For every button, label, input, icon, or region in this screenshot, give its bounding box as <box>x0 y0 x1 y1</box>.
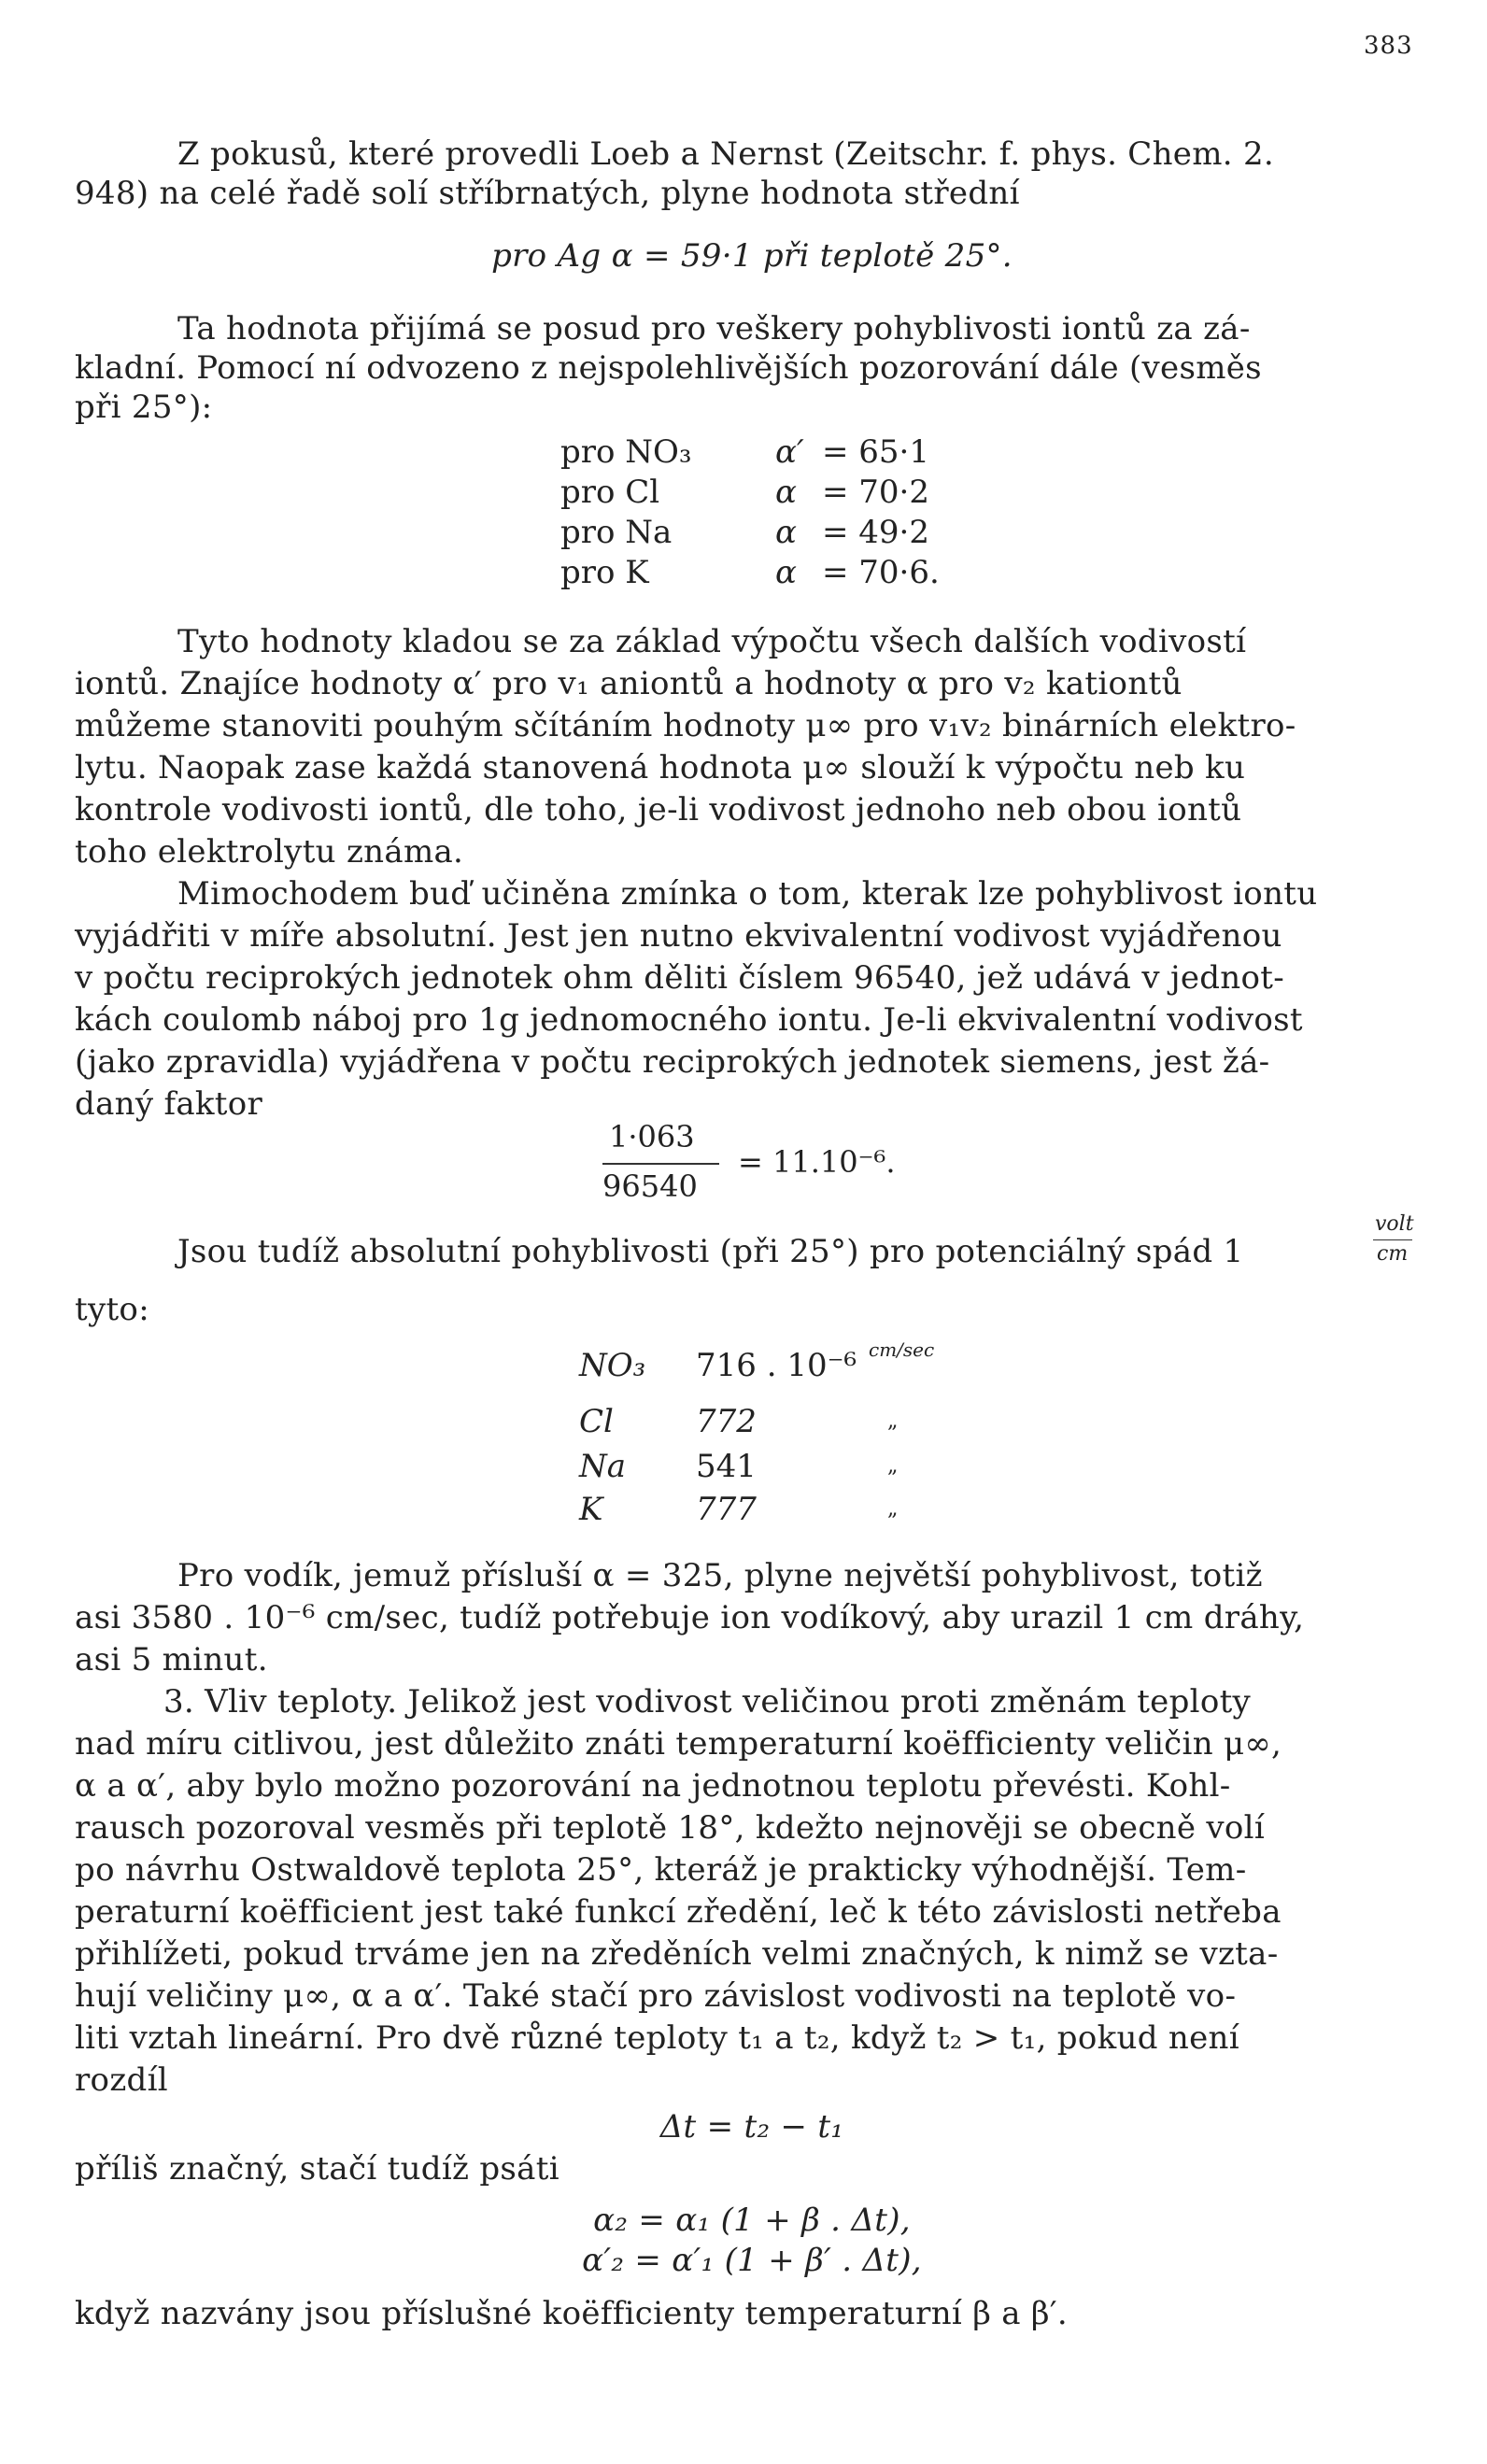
table-row-value: 777 <box>696 1491 757 1528</box>
text-line: nad míru citlivou, jest důležito znáti temperaturní koëfficienty veličin μ∞, <box>75 1725 1282 1763</box>
text-line: Tyto hodnoty kladou se za základ výpočtu všech dalších vodivostí <box>177 623 1247 660</box>
text-line: Pro vodík, jemuž přísluší α = 325, plyne největší pohyblivost, totiž <box>177 1557 1263 1594</box>
text-line: Mimochodem buď učiněna zmínka o tom, kterak lze pohyblivost iontu <box>177 875 1318 913</box>
text-line: Jsou tudíž absolutní pohyblivosti (při 25°) pro potenciálný spád 1 <box>177 1233 1244 1270</box>
text-line: asi 3580 . 10⁻⁶ cm/sec, tudíž potřebuje ion vodíkový, aby urazil 1 cm dráhy, <box>75 1599 1305 1636</box>
table-row-value: = 70·6. <box>822 554 940 591</box>
table-row-value: 772 <box>696 1403 757 1440</box>
table-row-value: = 49·2 <box>822 514 929 551</box>
text-line: asi 5 minut. <box>75 1641 268 1678</box>
text-line: vyjádřiti v míře absolutní. Jest jen nutno ekvivalentní vodivost vyjádřenou <box>75 917 1282 955</box>
table-row-unit: „ <box>887 1409 899 1433</box>
text-line: Z pokusů, které provedli Loeb a Nernst (Zeitschr. f. phys. Chem. 2. <box>177 135 1275 173</box>
text-line: α a α′, aby bylo možno pozorování na jednotnou teplotu převésti. Kohl- <box>75 1767 1231 1805</box>
text-line: po návrhu Ostwaldově teplota 25°, kteráž je prakticky výhodnější. Tem- <box>75 1851 1247 1889</box>
formula-delta-t: Δt = t₂ − t₁ <box>659 2108 844 2145</box>
formula-alpha-prime: α′₂ = α′₁ (1 + β′ . Δt), <box>582 2242 922 2279</box>
table-row-ion: K <box>579 1491 603 1528</box>
formula-silver: pro Ag α = 59·1 při teplotě 25°. <box>491 237 1013 275</box>
text-line: můžeme stanoviti pouhým sčítáním hodnoty μ∞ pro v₁v₂ binárních elektro- <box>75 707 1296 744</box>
table-row-label: pro Cl <box>560 474 660 511</box>
text-line: iontů. Znajíce hodnoty α′ pro v₁ aniontů a hodnoty α pro v₂ kationtů <box>75 665 1183 702</box>
text-line: v počtu reciprokých jednotek ohm děliti číslem 96540, jež udává v jednot- <box>75 959 1285 997</box>
text-line: liti vztah lineární. Pro dvě různé teploty t₁ a t₂, když t₂ > t₁, pokud není <box>75 2019 1239 2057</box>
text-line: (jako zpravidla) vyjádřena v počtu reciprokých jednotek siemens, jest žá- <box>75 1043 1270 1081</box>
text-line: toho elektrolytu známa. <box>75 833 464 871</box>
text-line: když nazvány jsou příslušné koëfficienty temperaturní β a β′. <box>75 2295 1069 2332</box>
text-line: příliš značný, stačí tudíž psáti <box>75 2150 559 2188</box>
table-row-ion: Na <box>579 1448 627 1485</box>
text-line: při 25°): <box>75 389 213 426</box>
table-row-ion: NO₃ <box>579 1347 646 1384</box>
text-line: rausch pozoroval vesměs při teplotě 18°, kdežto nejnověji se obecně volí <box>75 1809 1266 1847</box>
table-row-unit: „ <box>887 1454 899 1478</box>
fraction-numerator: 1·063 <box>609 1119 695 1154</box>
unit-numerator: volt <box>1375 1212 1414 1236</box>
text-line: kontrole vodivosti iontů, dle toho, je-li vodivost jednoho neb obou iontů <box>75 791 1242 828</box>
text-line: kladní. Pomocí ní odvozeno z nejspolehlivějších pozorování dále (vesměs <box>75 349 1262 387</box>
table-row-symbol: α′ <box>775 433 804 471</box>
table-row-label: pro K <box>560 554 649 591</box>
text-line: Ta hodnota přijímá se posud pro veškery pohyblivosti iontů za zá- <box>177 310 1251 347</box>
text-line: hují veličiny μ∞, α a α′. Také stačí pro závislost vodivosti na teplotě vo- <box>75 1977 1237 2015</box>
table-row-symbol: α <box>775 474 797 511</box>
table-row-value: = 70·2 <box>822 474 929 511</box>
unit-bar <box>1373 1239 1412 1240</box>
page-number: 383 <box>1364 32 1413 60</box>
text-line: rozdíl <box>75 2061 168 2099</box>
text-line: daný faktor <box>75 1085 263 1123</box>
text-line: tyto: <box>75 1291 149 1328</box>
table-row-unit: cm/sec <box>869 1338 935 1361</box>
fraction-bar <box>602 1163 719 1165</box>
text-line: lytu. Naopak zase každá stanovená hodnota μ∞ slouží k výpočtu neb ku <box>75 749 1246 786</box>
fraction-result: = 11.10⁻⁶. <box>738 1144 896 1180</box>
table-row-value: = 65·1 <box>822 433 929 471</box>
text-line: kách coulomb náboj pro 1g jednomocného iontu. Je-li ekvivalentní vodivost <box>75 1001 1303 1039</box>
text-line: 948) na celé řadě solí stříbrnatých, plyne hodnota střední <box>75 175 1020 212</box>
table-row-value: 541 <box>696 1448 757 1485</box>
text-line: 3. Vliv teploty. Jelikož jest vodivost veličinou proti změnám teploty <box>163 1683 1252 1721</box>
text-line: přihlížeti, pokud trváme jen na zředěních velmi značných, k nimž se vzta- <box>75 1935 1279 1973</box>
table-row-symbol: α <box>775 554 797 591</box>
table-row-symbol: α <box>775 514 797 551</box>
table-row-label: pro Na <box>560 514 673 551</box>
table-row-unit: „ <box>887 1497 899 1521</box>
fraction-denominator: 96540 <box>602 1168 698 1204</box>
text-line: peraturní koëfficient jest také funkcí zředění, leč k této závislosti netřeba <box>75 1893 1282 1931</box>
formula-alpha: α₂ = α₁ (1 + β . Δt), <box>593 2202 911 2239</box>
table-row-value: 716 . 10⁻⁶ <box>696 1347 857 1384</box>
unit-denominator: cm <box>1377 1242 1409 1266</box>
table-row-label: pro NO₃ <box>560 433 692 471</box>
table-row-ion: Cl <box>579 1403 614 1440</box>
